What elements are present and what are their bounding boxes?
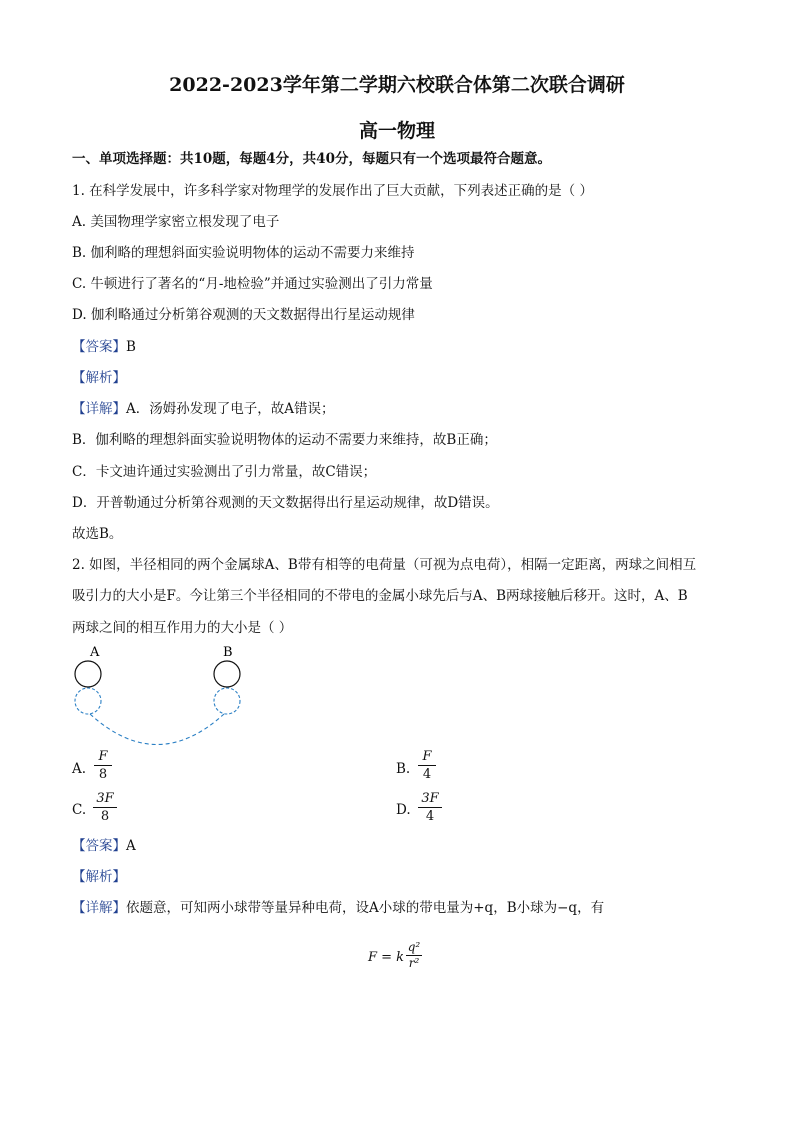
q1-option-a: A. 美国物理学家密立根发现了电子 xyxy=(72,214,280,230)
fraction-denominator: 8 xyxy=(98,767,108,782)
fraction-denominator: 4 xyxy=(425,809,435,824)
sphere-a xyxy=(75,661,101,687)
q2-option-c-fraction xyxy=(93,790,117,825)
transfer-path xyxy=(90,714,224,745)
q1-option-b: B. 伽利略的理想斜面实验说明物体的运动不需要力来维持 xyxy=(72,245,415,261)
q1-detail-c: C．卡文迪许通过实验测出了引力常量，故C错误； xyxy=(72,464,377,480)
q2-option-b-label: B. xyxy=(396,761,411,777)
exam-title: 2022-2023学年第二学期六校联合体第二次联合调研 xyxy=(169,74,625,96)
q1-option-c: C. 牛顿进行了著名的“月-地检验”并通过实验测出了引力常量 xyxy=(72,276,433,292)
fraction-denominator: 8 xyxy=(100,809,110,824)
fraction-numerator: F xyxy=(98,749,108,764)
answer-value: B xyxy=(126,339,136,355)
q2-option-d-fraction xyxy=(418,790,442,825)
fraction-numerator: 3F xyxy=(421,791,439,806)
q2-option-c-label: C. xyxy=(72,802,87,818)
q2-option-a-label: A. xyxy=(72,761,87,777)
sphere-b xyxy=(214,661,240,687)
detail-label: 【详解】 xyxy=(72,401,126,417)
detail-label: 【详解】 xyxy=(72,900,126,916)
formula-fraction xyxy=(406,940,422,971)
spheres-figure xyxy=(60,640,260,750)
q1-detail-a xyxy=(72,401,335,417)
detail-text: A．汤姆孙发现了电子，故A错误； xyxy=(126,401,335,417)
exam-subtitle: 高一物理 xyxy=(358,120,435,142)
q2-option-a-fraction xyxy=(94,748,112,783)
sphere-a-contact xyxy=(75,688,101,714)
answer-label: 【答案】 xyxy=(72,339,126,355)
answer-value: A xyxy=(126,838,136,854)
sphere-b-label: B xyxy=(223,645,233,660)
sphere-b-contact xyxy=(214,688,240,714)
q2-option-d-label: D. xyxy=(396,802,411,818)
sphere-a-label: A xyxy=(90,645,100,660)
section-heading: 一、单项选择题：共10题，每题4分，共40分，每题只有一个选项最符合题意。 xyxy=(72,151,551,167)
q1-conclusion: 故选B。 xyxy=(72,526,123,542)
detail-text: 依题意，可知两小球带等量异种电荷，设A小球的带电量为+q，B小球为−q，有 xyxy=(126,900,605,916)
coulomb-formula xyxy=(368,940,448,980)
q1-stem: 1. 在科学发展中，许多科学家对物理学的发展作出了巨大贡献，下列表述正确的是（ ） xyxy=(72,183,593,199)
fraction-denominator: 4 xyxy=(422,767,432,782)
q2-answer xyxy=(72,838,136,854)
q2-stem-line-3: 两球之间的相互作用力的大小是（ ） xyxy=(72,620,293,636)
q1-option-d: D. 伽利略通过分析第谷观测的天文数据得出行星运动规律 xyxy=(72,307,415,323)
formula-denominator: r² xyxy=(408,956,420,970)
formula-numerator: q² xyxy=(407,940,421,954)
q2-stem-line-2: 吸引力的大小是F。今让第三个半径相同的不带电的金属小球先后与A、B两球接触后移开。这时，A、B xyxy=(72,588,688,604)
q2-detail xyxy=(72,900,604,916)
q1-detail-b: B．伽利略的理想斜面实验说明物体的运动不需要力来维持，故B正确； xyxy=(72,432,497,448)
formula-lhs: F = k xyxy=(368,950,405,965)
q1-detail-d: D．开普勒通过分析第谷观测的天文数据得出行星运动规律，故D错误。 xyxy=(72,495,499,511)
q1-analysis-label: 【解析】 xyxy=(72,370,126,386)
fraction-numerator: 3F xyxy=(96,791,114,806)
q2-option-b-fraction xyxy=(418,748,436,783)
q2-stem-line-1: 2. 如图，半径相同的两个金属球A、B带有相等的电荷量（可视为点电荷），相隔一定距离，两球之间相互 xyxy=(72,557,697,573)
q2-analysis-label: 【解析】 xyxy=(72,869,126,885)
fraction-numerator: F xyxy=(422,749,432,764)
q1-answer xyxy=(72,339,136,355)
answer-label: 【答案】 xyxy=(72,838,126,854)
